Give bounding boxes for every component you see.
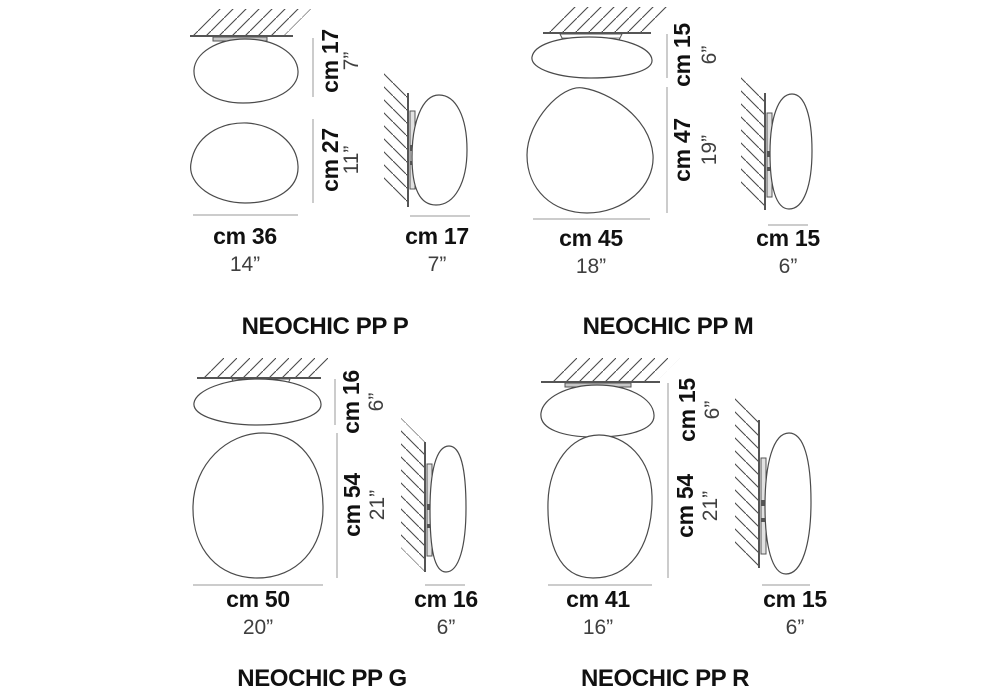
wall-view	[401, 418, 466, 572]
dim-wall-depth-in: 6”	[785, 616, 805, 639]
front-diffuser	[548, 435, 652, 578]
dim-wall-depth-in: 7”	[427, 253, 447, 276]
wall-hatch	[741, 69, 765, 210]
front-diffuser	[193, 433, 323, 578]
dim-diffuser-height-cm: cm 27	[317, 128, 343, 192]
wall-view	[741, 69, 812, 210]
ceiling-hatch	[193, 9, 311, 35]
ceiling-diffuser	[541, 385, 654, 437]
wall-view	[735, 396, 811, 574]
dim-ceiling-height-in: 6”	[701, 400, 724, 420]
dim-diffuser-width-cm: cm 50	[226, 586, 290, 612]
product-title: NEOCHIC PP G	[237, 665, 407, 692]
dim-diffuser-height-cm: cm 54	[672, 474, 698, 538]
product-title: NEOCHIC PP P	[241, 313, 409, 340]
dim-ceiling-height-cm: cm 15	[674, 378, 700, 442]
dim-diffuser-width-in: 16”	[582, 616, 614, 639]
bracket-clip	[761, 500, 765, 506]
dim-wall-depth-cm: cm 16	[414, 586, 478, 612]
bracket-clip	[761, 518, 765, 522]
dim-diffuser-height-cm: cm 54	[339, 473, 365, 537]
front-view	[548, 435, 652, 578]
wall-hatch	[384, 69, 408, 207]
product-diagram-pp-r	[525, 358, 870, 700]
front-diffuser	[527, 88, 653, 213]
dim-diffuser-width-cm: cm 45	[559, 225, 623, 251]
ceiling-diffuser	[194, 39, 298, 103]
front-view	[191, 123, 298, 203]
wall-diffuser	[430, 446, 466, 572]
dim-diffuser-height-in: 19”	[698, 134, 721, 166]
dim-wall-depth-cm: cm 17	[405, 223, 469, 249]
dim-ceiling-height-cm: cm 15	[669, 23, 695, 87]
dim-wall-depth-cm: cm 15	[763, 586, 827, 612]
dim-diffuser-width-in: 20”	[242, 616, 274, 639]
product-diagram-pp-g	[185, 358, 530, 700]
ceiling-hatch	[547, 7, 673, 32]
ceiling-diffuser	[532, 37, 652, 78]
wall-diffuser	[770, 94, 812, 209]
dim-ceiling-height-cm: cm 17	[317, 29, 343, 93]
dim-diffuser-height-in: 11”	[340, 145, 363, 175]
wall-diffuser	[412, 95, 467, 205]
product-diagram-pp-m	[525, 5, 870, 350]
product-title: NEOCHIC PP R	[580, 665, 750, 692]
front-diffuser	[191, 123, 298, 203]
front-view	[527, 88, 653, 213]
wall-view	[384, 69, 467, 207]
dim-ceiling-height-in: 6”	[698, 45, 721, 65]
product-diagram-pp-p	[185, 5, 530, 350]
dim-diffuser-height-cm: cm 47	[669, 118, 695, 182]
dim-wall-depth-cm: cm 15	[756, 225, 820, 251]
wall-hatch	[735, 396, 759, 568]
wall-hatch	[401, 418, 425, 572]
ceiling-hatch	[545, 358, 680, 381]
ceiling-view	[194, 358, 336, 425]
dim-wall-depth-in: 6”	[778, 255, 798, 278]
ceiling-view	[532, 7, 673, 78]
ceiling-view	[190, 9, 311, 103]
dim-diffuser-width-cm: cm 36	[213, 223, 277, 249]
wall-diffuser	[765, 433, 811, 574]
dim-ceiling-height-in: 7”	[340, 51, 363, 71]
ceiling-diffuser	[194, 379, 321, 425]
dim-wall-depth-in: 6”	[436, 616, 456, 639]
dim-diffuser-width-cm: cm 41	[566, 586, 630, 612]
dim-diffuser-width-in: 14”	[229, 253, 261, 276]
dim-diffuser-width-in: 18”	[575, 255, 607, 278]
ceiling-view	[541, 358, 680, 437]
product-title: NEOCHIC PP M	[582, 313, 754, 340]
front-view	[193, 433, 323, 578]
dim-diffuser-height-in: 21”	[699, 490, 722, 522]
dim-ceiling-height-cm: cm 16	[338, 370, 364, 434]
dim-diffuser-height-in: 21”	[366, 489, 389, 521]
dim-ceiling-height-in: 6”	[365, 392, 388, 412]
ceiling-hatch	[200, 358, 336, 377]
